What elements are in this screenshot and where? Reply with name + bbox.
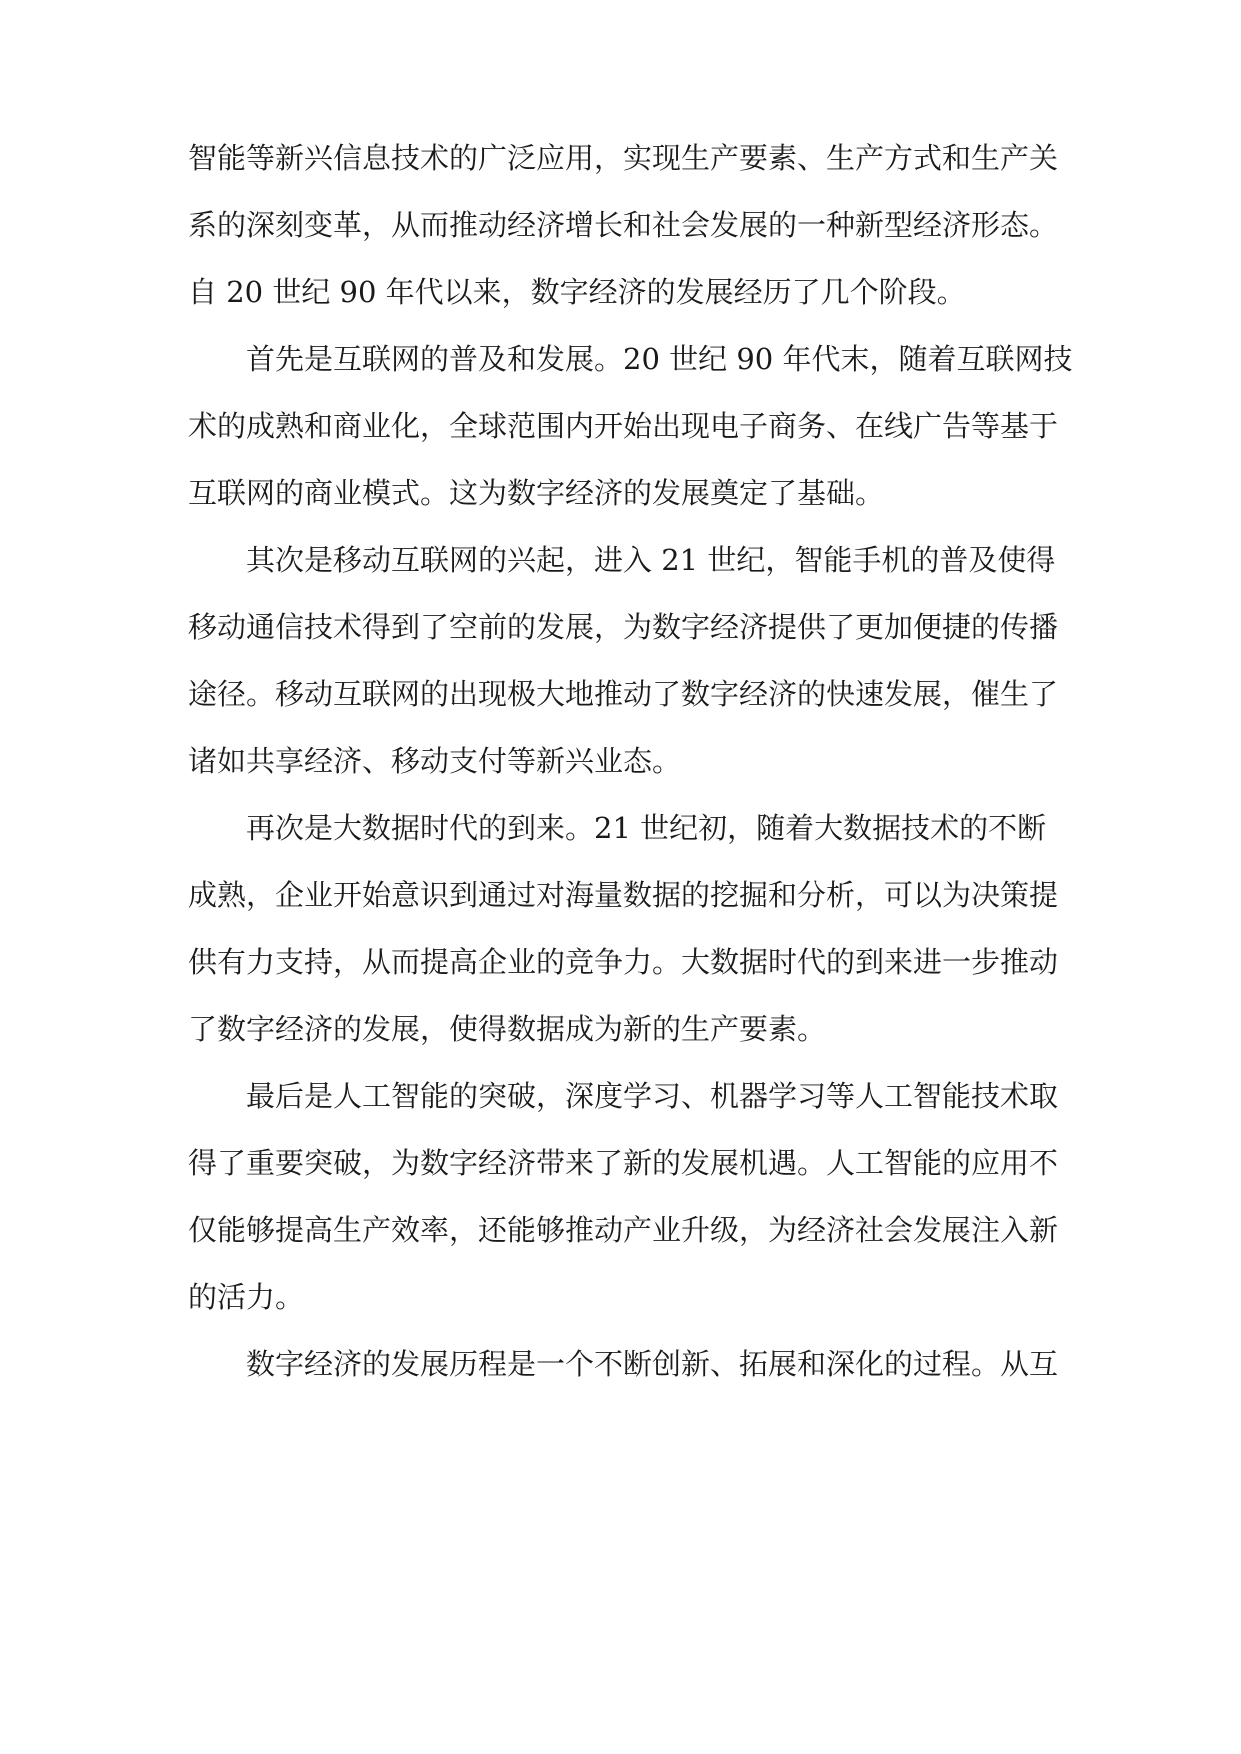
paragraph-line: 术的成熟和商业化，全球范围内开始出现电子商务、在线广告等基于	[188, 409, 1059, 443]
paragraph-line: 智能等新兴信息技术的广泛应用，实现生产要素、生产方式和生产关	[188, 141, 1059, 175]
paragraph-line: 首先是互联网的普及和发展。20 世纪 90 年代末，随着互联网技	[246, 342, 1073, 376]
paragraph-line: 数字经济的发展历程是一个不断创新、拓展和深化的过程。从互	[246, 1347, 1059, 1381]
paragraph-line: 供有力支持，从而提高企业的竞争力。大数据时代的到来进一步推动	[188, 945, 1059, 979]
paragraph-line: 移动通信技术得到了空前的发展，为数字经济提供了更加便捷的传播	[188, 610, 1059, 644]
paragraph-line: 得了重要突破，为数字经济带来了新的发展机遇。人工智能的应用不	[188, 1146, 1059, 1180]
paragraph-line: 互联网的商业模式。这为数字经济的发展奠定了基础。	[188, 476, 885, 510]
paragraph-line: 自 20 世纪 90 年代以来，数字经济的发展经历了几个阶段。	[188, 275, 966, 309]
paragraph-line: 成熟，企业开始意识到通过对海量数据的挖掘和分析，可以为决策提	[188, 878, 1059, 912]
paragraph-line: 最后是人工智能的突破，深度学习、机器学习等人工智能技术取	[246, 1079, 1059, 1113]
paragraph-line: 再次是大数据时代的到来。21 世纪初，随着大数据技术的不断	[246, 811, 1047, 845]
paragraph-line: 其次是移动互联网的兴起，进入 21 世纪，智能手机的普及使得	[246, 543, 1056, 577]
paragraph-line: 途径。移动互联网的出现极大地推动了数字经济的快速发展，催生了	[188, 677, 1059, 711]
paragraph-line: 了数字经济的发展，使得数据成为新的生产要素。	[188, 1012, 827, 1046]
paragraph-line: 系的深刻变革，从而推动经济增长和社会发展的一种新型经济形态。	[188, 208, 1059, 242]
paragraph-line: 的活力。	[188, 1280, 305, 1314]
paragraph-line: 仅能够提高生产效率，还能够推动产业升级，为经济社会发展注入新	[188, 1213, 1059, 1247]
paragraph-line: 诸如共享经济、移动支付等新兴业态。	[188, 744, 682, 778]
